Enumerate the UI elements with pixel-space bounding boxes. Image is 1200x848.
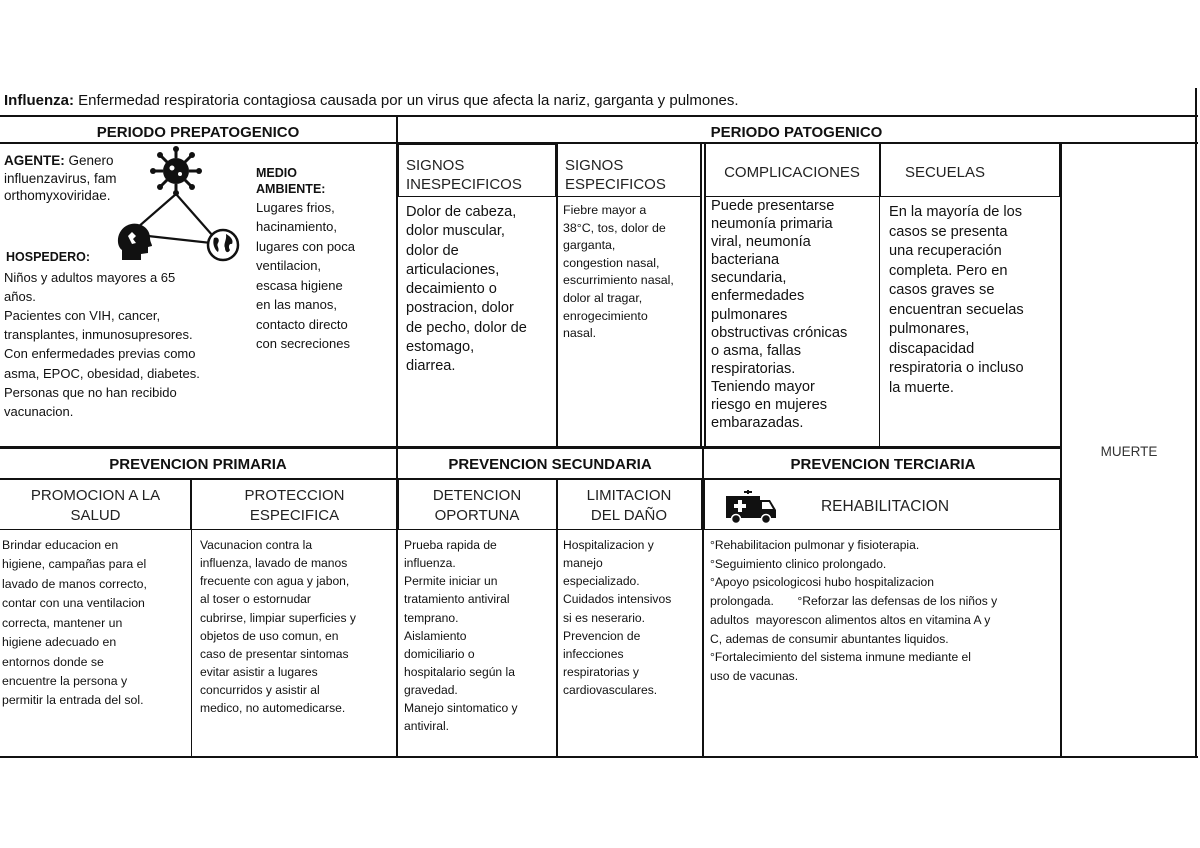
- promocion-line-2: lavado de manos correcto,: [2, 576, 147, 591]
- limitacion-line-6: infecciones: [563, 646, 624, 661]
- sec-line-4: casos graves se: [889, 282, 995, 299]
- signos-inespecificos-title: [406, 156, 522, 194]
- promocion-title: [0, 486, 191, 525]
- header-prevencion-terciaria: PREVENCION TERCIARIA: [790, 456, 976, 473]
- promocion-line-1: higiene, campañas para el: [2, 557, 147, 572]
- complicaciones-text: [711, 197, 879, 445]
- promocion-line-7: encuentre la persona y: [2, 673, 128, 688]
- proteccion-line-5: objetos de uso comun, en: [200, 628, 339, 643]
- compl-line-3: bacteriana: [711, 252, 780, 269]
- detencion-line-7: hospitalario según la: [404, 664, 515, 679]
- agente-line-2: orthomyxoviridae.: [4, 188, 111, 204]
- sec-line-3: completa. Pero en: [889, 262, 1008, 279]
- hospedero-label: HOSPEDERO:: [6, 250, 91, 264]
- signos-esp-line-3: congestion nasal,: [563, 255, 660, 270]
- detencion-line-3: tratamiento antiviral: [404, 592, 510, 607]
- medio-line-7: con secreciones: [256, 336, 350, 351]
- sec-line-5: encuentran secuelas: [889, 301, 1024, 318]
- rehab-line-7: uso de vacunas.: [710, 669, 799, 684]
- promocion-line-4: correcta, mantener un: [2, 615, 123, 630]
- hospedero-block: [6, 248, 242, 421]
- signos-especificos-title: [565, 156, 666, 194]
- detencion-line-0: Prueba rapida de: [404, 538, 497, 552]
- limitacion-line-4: si es neserario.: [563, 610, 646, 625]
- hospedero-line-1: años.: [4, 288, 36, 304]
- limitacion-text: [563, 536, 701, 699]
- signos-esp-line-2: garganta,: [563, 238, 616, 253]
- secuelas-text: [889, 203, 1059, 398]
- rehab-line-2: °Apoyo psicologicosi hubo hospitalizacion: [710, 575, 935, 590]
- detencion-title-1: OPORTUNA: [434, 506, 520, 524]
- limitacion-line-5: Prevencion de: [563, 628, 641, 643]
- hospedero-line-3: transplantes, inmunosupresores.: [4, 327, 193, 343]
- header-prevencion-primaria: PREVENCION PRIMARIA: [109, 456, 287, 473]
- hospedero-line-7: vacunacion.: [4, 404, 74, 420]
- signos-inesp-line-0: Dolor de cabeza,: [406, 204, 517, 220]
- signos-inesp-line-4: decaimiento o: [406, 281, 497, 297]
- sec-line-9: la muerte.: [889, 379, 954, 396]
- proteccion-line-2: frecuente con agua y jabon,: [200, 574, 350, 589]
- ambulance-icon: [724, 488, 778, 524]
- rehab-line-1: °Seguimiento clinico prolongado.: [710, 556, 887, 571]
- signos-inesp-line-7: estomago,: [406, 338, 475, 355]
- detencion-title-0: DETENCION: [432, 487, 522, 504]
- agente-line-1: influenzavirus, fam: [4, 170, 117, 186]
- hospedero-line-2: Pacientes con VIH, cancer,: [4, 307, 161, 323]
- signos-esp-title-0: SIGNOS: [565, 157, 624, 174]
- sec-line-0: En la mayoría de los: [889, 204, 1023, 220]
- detencion-text: [404, 536, 556, 736]
- limitacion-line-0: Hospitalizacion y: [563, 538, 654, 552]
- hospedero-line-0: Niños y adultos mayores a 65: [4, 269, 176, 285]
- compl-line-7: obstructivas crónicas: [711, 324, 848, 341]
- compl-line-6: pulmonares: [711, 306, 788, 323]
- medio-label-0: MEDIO: [256, 166, 297, 180]
- detencion-title: [398, 486, 556, 525]
- promocion-line-8: permitir la entrada del sol.: [2, 693, 144, 708]
- line-v-396: [396, 115, 398, 757]
- signos-esp-title-1: ESPECIFICOS: [565, 176, 666, 194]
- header-patogenico: PERIODO PATOGENICO: [710, 124, 883, 141]
- proteccion-line-8: concurridos y asistir al: [200, 683, 320, 698]
- proteccion-title-0: PROTECCION: [244, 487, 345, 504]
- medio-line-2: lugares con poca: [256, 238, 356, 254]
- proteccion-line-0: Vacunacion contra la: [200, 538, 313, 552]
- detencion-line-9: Manejo sintomatico y: [404, 701, 518, 716]
- rehab-line-0: °Rehabilitacion pulmonar y fisioterapia.: [710, 538, 920, 552]
- sec-line-2: una recuperación: [889, 243, 1002, 260]
- signos-inesp-title-0: SIGNOS: [406, 157, 465, 174]
- detencion-line-5: Aislamiento: [404, 628, 467, 643]
- rehab-line-3: prolongada. °Reforzar las defensas de los niños y: [710, 594, 998, 609]
- sec-line-6: pulmonares,: [889, 321, 970, 338]
- signos-inesp-line-1: dolor muscular,: [406, 223, 505, 240]
- signos-inesp-line-6: de pecho, dolor de: [406, 319, 527, 336]
- header-prevencion-secundaria: PREVENCION SECUNDARIA: [448, 456, 652, 473]
- compl-line-2: viral, neumonía: [711, 234, 811, 251]
- hospedero-line-6: Personas que no han recibido: [4, 384, 177, 400]
- signos-esp-line-6: enrogecimiento: [563, 308, 648, 323]
- document-title: [4, 92, 739, 109]
- detencion-line-4: temprano.: [404, 610, 459, 625]
- hospedero-line-4: Con enfermedades previas como: [4, 346, 196, 362]
- compl-line-0: Puede presentarse: [711, 198, 835, 214]
- line-top: [0, 115, 1198, 117]
- signos-inesp-title-1: INESPECIFICOS: [406, 176, 522, 194]
- signos-inesp-line-2: dolor de: [406, 242, 459, 259]
- proteccion-text: [200, 536, 396, 717]
- compl-line-4: secundaria,: [711, 270, 787, 287]
- proteccion-line-4: cubrirse, limpiar superficies y: [200, 610, 356, 625]
- muerte-label: MUERTE: [1100, 444, 1158, 459]
- agente-label: AGENTE:: [4, 153, 65, 168]
- limitacion-title-0: LIMITACION: [586, 487, 672, 504]
- compl-line-9: respiratorias.: [711, 360, 796, 377]
- compl-line-5: enfermedades: [711, 288, 805, 305]
- virus-icon: [148, 146, 204, 196]
- medio-ambiente-block: [256, 165, 394, 354]
- limitacion-line-3: Cuidados intensivos: [563, 592, 672, 607]
- promocion-line-5: higiene adecuado en: [2, 635, 117, 650]
- compl-line-8: o asma, fallas: [711, 342, 802, 359]
- proteccion-line-6: caso de presentar sintomas: [200, 646, 349, 661]
- proteccion-line-9: medico, no automedicarse.: [200, 701, 346, 716]
- medio-line-3: ventilacion,: [256, 258, 322, 273]
- header-prepatogenico: PERIODO PREPATOGENICO: [96, 124, 300, 141]
- proteccion-line-1: influenza, lavado de manos: [200, 556, 348, 571]
- signos-especificos-text: [563, 202, 701, 343]
- detencion-line-2: Permite iniciar un: [404, 574, 498, 589]
- sec-line-1: casos se presenta: [889, 223, 1008, 240]
- compl-line-10: Teniendo mayor: [711, 378, 815, 395]
- limitacion-line-7: respiratorias y: [563, 664, 639, 679]
- line-bottom: [0, 756, 1198, 758]
- medio-label-1: AMBIENTE:: [256, 182, 326, 197]
- medio-line-6: contacto directo: [256, 316, 348, 332]
- hospedero-line-5: asma, EPOC, obesidad, diabetes.: [4, 365, 200, 381]
- proteccion-title-1: ESPECIFICA: [249, 506, 340, 524]
- medio-line-4: escasa higiene: [256, 277, 343, 293]
- limitacion-title: [556, 486, 702, 525]
- rehabilitacion-title: REHABILITACION: [820, 498, 950, 515]
- proteccion-title: [191, 486, 398, 525]
- detencion-line-8: gravedad.: [404, 683, 458, 698]
- rehab-line-5: C, ademas de consumir abuntantes liquidos.: [710, 631, 949, 646]
- signos-esp-line-0: Fiebre mayor a: [563, 203, 647, 217]
- signos-esp-line-5: dolor al tragar,: [563, 291, 643, 306]
- promocion-title-0: PROMOCION A LA: [30, 487, 161, 504]
- rehabilitacion-text: [710, 536, 1060, 686]
- title-term: Influenza:: [4, 92, 74, 109]
- signos-esp-line-4: escurrimiento nasal,: [563, 273, 674, 288]
- signos-inespecificos-text: [406, 203, 527, 376]
- signos-esp-line-7: nasal.: [563, 326, 597, 341]
- sec-line-7: discapacidad: [889, 340, 975, 357]
- medio-line-5: en las manos,: [256, 297, 337, 312]
- promocion-line-0: Brindar educacion en: [2, 538, 119, 552]
- signos-inesp-line-3: articulaciones,: [406, 261, 500, 278]
- promocion-line-3: contar con una ventilacion: [2, 596, 145, 611]
- limitacion-line-2: especializado.: [563, 574, 640, 589]
- proteccion-line-3: al toser o estornudar: [200, 592, 311, 607]
- sec-line-8: respiratoria o incluso: [889, 360, 1024, 377]
- title-definition: Enfermedad respiratoria contagiosa causada por un virus que afecta la nariz, garganta y pulmones.: [74, 92, 739, 109]
- detencion-line-6: domiciliario o: [404, 646, 475, 661]
- compl-line-12: embarazadas.: [711, 415, 804, 432]
- compl-line-1: neumonía primaria: [711, 216, 833, 233]
- complicaciones-title: COMPLICACIONES: [724, 164, 860, 181]
- detencion-line-1: influenza.: [404, 556, 456, 571]
- medio-line-0: Lugares frios,: [256, 199, 335, 215]
- limitacion-line-1: manejo: [563, 556, 603, 571]
- proteccion-line-7: evitar asistir a lugares: [200, 664, 318, 679]
- signos-esp-line-1: 38°C, tos, dolor de: [563, 220, 666, 235]
- medio-line-1: hacinamiento,: [256, 219, 337, 234]
- signos-inesp-line-5: postracion, dolor: [406, 300, 514, 317]
- detencion-line-10: antiviral.: [404, 719, 450, 734]
- promocion-title-1: SALUD: [70, 506, 121, 524]
- line-mid: [0, 446, 1062, 449]
- limitacion-line-8: cardiovasculares.: [563, 683, 658, 698]
- promocion-text: [2, 536, 190, 711]
- agente-line-0: Genero: [64, 153, 114, 168]
- rehab-line-4: adultos mayorescon alimentos altos en vitamina A y: [710, 612, 991, 627]
- compl-line-11: riesgo en mujeres: [711, 397, 827, 414]
- signos-inesp-line-8: diarrea.: [406, 358, 456, 374]
- secuelas-title: SECUELAS: [904, 164, 986, 181]
- rehab-line-6: °Fortalecimiento del sistema inmune mediante el: [710, 650, 971, 665]
- limitacion-title-1: DEL DAÑO: [590, 506, 668, 524]
- promocion-line-6: entornos donde se: [2, 654, 104, 669]
- line-right: [1195, 88, 1197, 758]
